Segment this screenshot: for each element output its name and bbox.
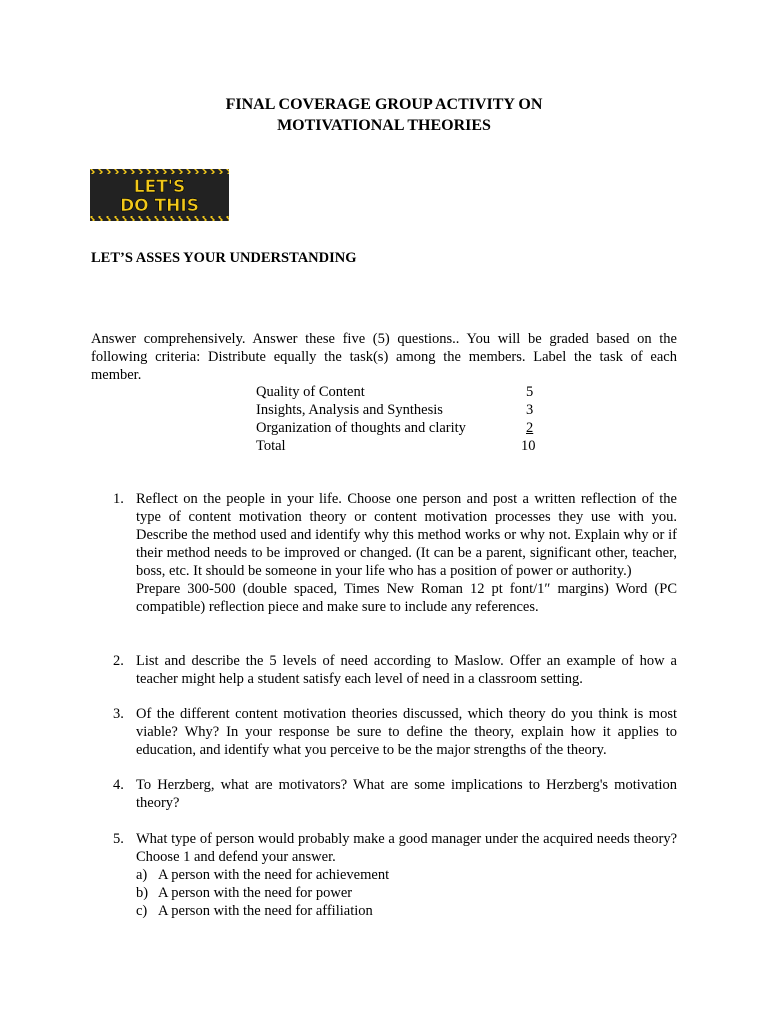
title-line-1: FINAL COVERAGE GROUP ACTIVITY ON (225, 96, 543, 113)
section-heading: LET’S ASSES YOUR UNDERSTANDING (91, 250, 357, 266)
document-title (0, 94, 768, 136)
intro-paragraph: Answer comprehensively. Answer these five (5) questions.. You will be graded based on the following criteria: Distribute equally the task(s) among the members. Label the task of each member. (91, 331, 677, 383)
question-number: 4. (113, 777, 124, 793)
criteria-row (256, 383, 556, 401)
question-text: Of the different content motivation theories discussed, which theory do you think is most viable? Why? In your response be sure to define the theory, explain how it applies to education, and identify what you perceive to be the major strengths of the theory. (136, 706, 677, 758)
option-text: A person with the need for achievement (158, 867, 390, 883)
criteria-label: Insights, Analysis and Synthesis (256, 402, 443, 418)
criteria-label: Organization of thoughts and clarity (256, 420, 466, 436)
question-body (136, 652, 677, 688)
question-text: To Herzberg, what are motivators? What are some implications to Herzberg's motivation theory? (136, 777, 677, 811)
question-body (136, 705, 677, 759)
bottom-chevron-stripe (90, 216, 229, 221)
question-body (136, 776, 677, 812)
answer-option (136, 884, 677, 902)
criteria-row (256, 419, 556, 437)
top-chevron-stripe (90, 169, 229, 174)
criteria-label: Quality of Content (256, 384, 365, 400)
answer-option (136, 866, 677, 884)
question-number: 1. (113, 491, 124, 507)
title-line-2: MOTIVATIONAL THEORIES (277, 117, 491, 134)
question-text-2: Prepare 300-500 (double spaced, Times New Roman 12 pt font/1″ margins) Word (PC compatible) reflection piece and make sure to include any references. (136, 581, 677, 615)
question-text: List and describe the 5 levels of need according to Maslow. Offer an example of how a teacher might help a student satisfy each level of need in a classroom setting. (136, 653, 677, 687)
criteria-points: 10 (521, 438, 536, 454)
badge-line-2: DO THIS (120, 196, 199, 216)
question-number: 5. (113, 831, 124, 847)
question-body (136, 490, 677, 616)
option-letter: c) (136, 903, 148, 919)
criteria-row (256, 401, 556, 419)
answer-option (136, 902, 677, 920)
criteria-points: 2 (526, 420, 534, 436)
question-text: What type of person would probably make a good manager under the acquired needs theory? Choose 1 and defend your answer. (136, 831, 677, 865)
question-body (136, 830, 677, 920)
option-letter: b) (136, 885, 149, 901)
option-text: A person with the need for power (158, 885, 353, 901)
question-number: 2. (113, 653, 124, 669)
option-letter: a) (136, 867, 148, 883)
lets-do-this-badge (90, 169, 229, 221)
criteria-points: 5 (526, 384, 534, 400)
criteria-label: Total (256, 438, 286, 454)
option-text: A person with the need for affiliation (158, 903, 373, 919)
question-text: Reflect on the people in your life. Choose one person and post a written reflection of the type of content motivation theory or content motivation processes they use with you. Describe the method used and identify why this method works or why not. Explain why or if their method needs to be improved or changed. (It can be a parent, significant other, teacher, boss, etc. It should be someone in your life who has a position of power or authority.) (136, 491, 677, 579)
badge-line-1: LET'S (133, 177, 186, 197)
question-number: 3. (113, 706, 124, 722)
criteria-points: 3 (526, 402, 534, 418)
grading-criteria-table (256, 383, 556, 455)
criteria-total-row (256, 437, 556, 455)
